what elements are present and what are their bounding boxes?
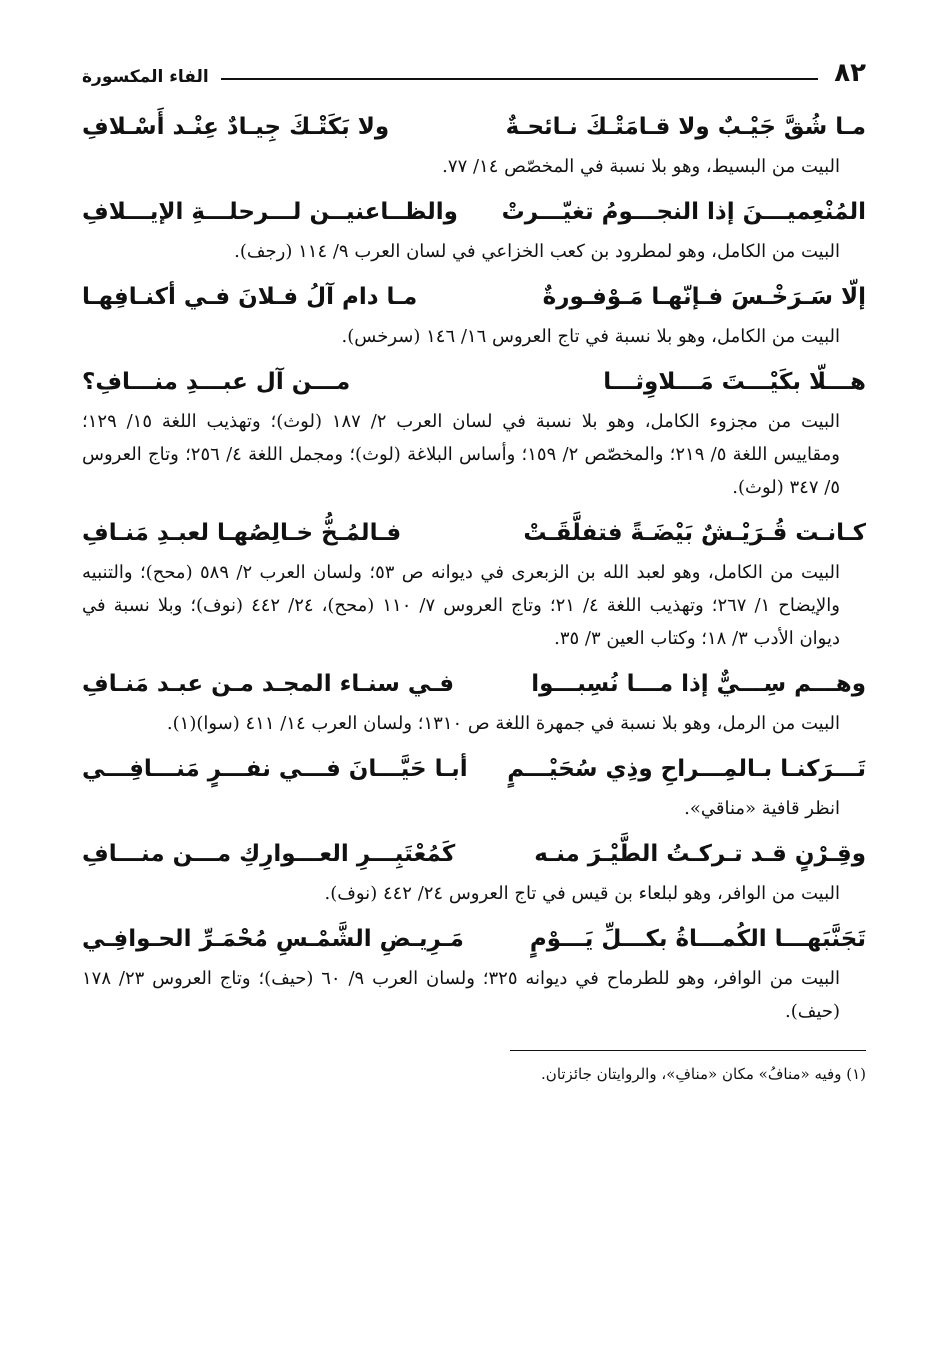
verse-line — [82, 831, 866, 877]
verse-note: البيت من مجزوء الكامل، وهو بلا نسبة في لسان العرب ٢/ ١٨٧ (لوث)؛ وتهذيب اللغة ١٥/ ١٢٩؛ ومقاييس اللغة ٥/ ٢١٩؛ والمخصّص ٢/ ١٥٩؛ وأساس البلاغة (لوث)؛ ومجمل اللغة ٤/ ٢٥٦؛ وتاج العروس ٥/ ٣٤٧ (لوث). — [82, 411, 840, 498]
verse-entry — [82, 746, 866, 825]
verse-second-hemistich: والظــاعنيــن لـــرحلـــةِ الإيـــلافِ — [82, 199, 458, 225]
verse-note: البيت من الكامل، وهو لعبد الله بن الزبعرى في ديوانه ص ٥٣؛ ولسان العرب ٢/ ٥٨٩ (محح)؛ والتنبيه والإيضاح ١/ ٢٦٧؛ وتهذيب اللغة ٤/ ٢١؛ وتاج العروس ٧/ ١١٠ (محح)، ٢٤/ ٤٤٢ (نوف)؛ وبلا نسبة في ديوان الأدب ٣/ ١٨؛ وكتاب العين ٣/ ٣٥. — [82, 562, 840, 649]
page-header — [82, 50, 866, 86]
verse-first-hemistich: تَجَنَّبَهـــا الكُمـــاةُ بكـــلِّ يَـــوْمٍ — [529, 926, 866, 952]
verse-line — [82, 359, 866, 405]
verse-second-hemistich: مـا دام آلُ فـلانَ فـي أكنـافِهـا — [82, 284, 418, 310]
verse-second-hemistich: مَـرِيـضِ الشَّمْـسِ مُحْمَـرِّ الحـوافِـي — [82, 926, 464, 952]
verse-entry — [82, 916, 866, 1028]
verse-note: البيت من الوافر، وهو للطرماح في ديوانه ٣٢٥؛ ولسان العرب ٩/ ٦٠ (حيف)؛ وتاج العروس ٢٣/ ١٧٨ (حيف). — [82, 968, 841, 1022]
verse-line — [82, 510, 866, 556]
verse-first-hemistich: إلّا سَـرَخْـسَ فـإنّهـا مَـوْفـورةٌ — [542, 284, 866, 310]
verse-line — [82, 274, 866, 320]
verse-entries — [82, 104, 866, 1028]
verse-entry — [82, 359, 866, 504]
verse-first-hemistich: وقِـرْنٍ قـد تـركـتُ الطَّيْـرَ منـه — [534, 841, 866, 867]
verse-first-hemistich: مـا شُقَّ جَيْـبٌ ولا قـامَتْـكَ نـائحـةٌ — [505, 114, 866, 140]
verse-first-hemistich: هـــلّا بكَيْـــتَ مَـــلاوِثـــا — [603, 369, 866, 395]
verse-entry — [82, 831, 866, 910]
verse-line — [82, 189, 866, 235]
verse-first-hemistich: المُنْعِميـــنَ إذا النجـــومُ تغيّـــرتْ — [501, 199, 866, 225]
verse-line — [82, 916, 866, 962]
verse-second-hemistich: أبـا حَيَّـــانَ فـــي نفـــرٍ مَنـــافِـــي — [82, 756, 468, 782]
verse-note: انظر قافية «مناقي». — [684, 798, 840, 819]
header-rule — [221, 78, 819, 80]
verse-entry — [82, 274, 866, 353]
footnote: (١) وفيه «منافُ» مكان «منافِ»، والروايتان جائزتان. — [541, 1065, 866, 1083]
verse-note: البيت من البسيط، وهو بلا نسبة في المخصّص ١٤/ ٧٧. — [442, 156, 840, 177]
verse-second-hemistich: مـــن آل عبـــدِ منـــافِ؟ — [82, 369, 351, 395]
running-title: الفاء المكسورة — [82, 67, 209, 87]
book-page — [82, 50, 866, 1350]
verse-entry — [82, 104, 866, 183]
verse-first-hemistich: وهـــم سِـــيٌّ إذا مـــا نُسِبـــوا — [531, 671, 866, 697]
verse-line — [82, 104, 866, 150]
verse-second-hemistich: فـي سنـاء المجـد مـن عبـد مَنـافِ — [82, 671, 455, 697]
page-number: ٨٢ — [834, 58, 866, 88]
footnote-rule — [510, 1050, 866, 1051]
verse-second-hemistich: فـالمُـخُّ خـالِصُهـا لعبـدِ مَنـافِ — [82, 520, 402, 546]
verse-entry — [82, 189, 866, 268]
verse-first-hemistich: كـانـت قُـرَيْـشٌ بَيْضَـةً فتفلَّقَـتْ — [523, 520, 866, 546]
verse-line — [82, 661, 866, 707]
verse-note: البيت من الوافر، وهو لبلعاء بن قيس في تاج العروس ٢٤/ ٤٤٢ (نوف). — [324, 883, 840, 904]
verse-line — [82, 746, 866, 792]
verse-entry — [82, 661, 866, 740]
verse-entry — [82, 510, 866, 655]
verse-note: البيت من الكامل، وهو بلا نسبة في تاج العروس ١٦/ ١٤٦ (سرخس). — [341, 326, 840, 347]
verse-note: البيت من الرمل، وهو بلا نسبة في جمهرة اللغة ص ١٣١٠؛ ولسان العرب ١٤/ ٤١١ (سوا)(١). — [166, 713, 840, 734]
verse-second-hemistich: ولا بَكَتْـكَ جِيـادٌ عِنْـد أَسْـلافِ — [82, 114, 390, 140]
verse-note: البيت من الكامل، وهو لمطرود بن كعب الخزاعي في لسان العرب ٩/ ١١٤ (رجف). — [234, 241, 840, 262]
verse-first-hemistich: تَـــرَكنـا بـالمِـــراحِ وذِي سُحَيْـــمٍ — [507, 756, 866, 782]
verse-second-hemistich: كَمُعْتَبِـــرِ العـــوارِكِ مـــن منـــافِ — [82, 841, 456, 867]
